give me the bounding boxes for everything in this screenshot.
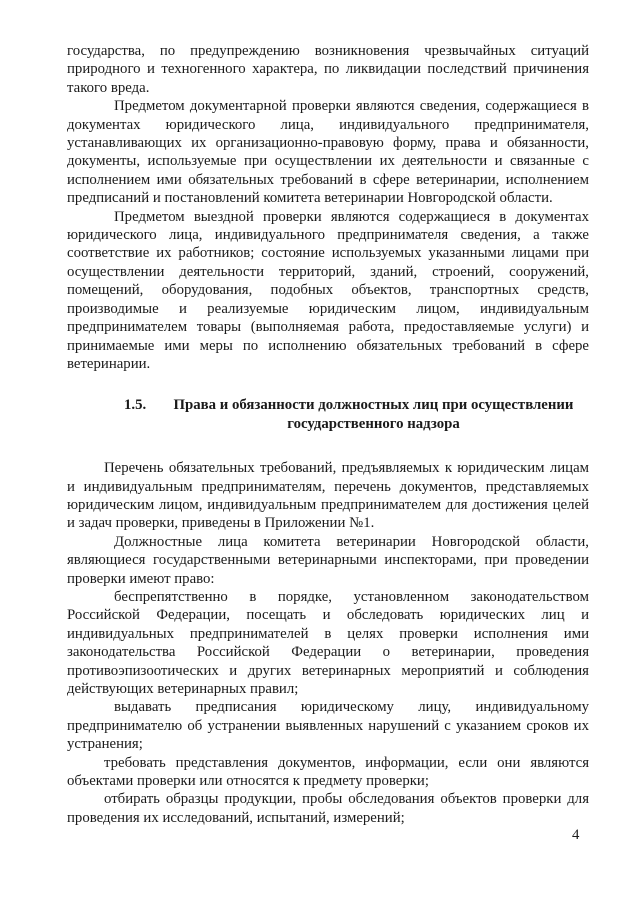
- section-number: 1.5.: [124, 397, 147, 414]
- paragraph-requirements-list: Перечень обязательных требований, предъявляемых к юридическим лицам и индивидуальным предпринимателям, перечень документов, представляемых юридическим лицом, индивидуальным предпринимателем для достижения целей и задач проверки, приведены в Приложении №1.: [67, 460, 589, 532]
- list-item-visit-inspect: беспрепятственно в порядке, установленном законодательством Российской Федерации, посещать и обследовать юридических лиц и индивидуальных предпринимателей в целях проверки исполнения ими законодательства Российской Федерации о ветеринарии, проведения противоэпизоотических и других ветеринарных мероприятий и соблюдения действующих ветеринарных правил;: [67, 588, 589, 697]
- section-title-line-2: государственного надзора: [287, 415, 460, 432]
- section-heading: [67, 396, 589, 433]
- list-item-issue-orders: выдавать предписания юридическому лицу, индивидуальному предпринимателю об устранении выявленных нарушений с указанием сроков их устранения;: [67, 699, 589, 753]
- paragraph-officials-rights: Должностные лица комитета ветеринарии Новгородской области, являющиеся государственными ветеринарными инспекторами, при проведении проверки имеют право:: [67, 533, 589, 587]
- paragraph-documentary-check: Предметом документарной проверки являются сведения, содержащиеся в документах юридического лица, индивидуального предпринимателя, устанавливающих их организационно-правовую форму, права и обязанности, документы, используемые при осуществлении их деятельности и связанные с исполнением ими обязательных требований в сфере ветеринарии, исполнением предписаний и постановлений комитета ветеринарии Новгородской области.: [67, 98, 589, 207]
- page-number: 4: [572, 827, 580, 843]
- document-page: [67, 42, 589, 827]
- section-title-line-1: Права и обязанности должностных лиц при осуществлении: [173, 397, 574, 414]
- list-item-take-samples: отбирать образцы продукции, пробы обследования объектов проверки для проведения их исследований, испытаний, измерений;: [67, 791, 589, 826]
- paragraph-continuation: государства, по предупреждению возникновения чрезвычайных ситуаций природного и техногенного характера, по ликвидации последствий причинения такого вреда.: [67, 43, 589, 96]
- paragraph-field-check: Предметом выездной проверки являются содержащиеся в документах юридического лица, индивидуального предпринимателя сведения, а также соответствие их работников; состояние используемых указанными лицами при осуществлении деятельности территорий, зданий, строений, сооружений, помещений, оборудования, подобных объектов, транспортных средств, производимые и реализуемые юридическим лицом, индивидуальным предпринимателем товары (выполняемая работа, предоставляемые услуги) и принимаемые ими меры по исполнению обязательных требований в сфере ветеринарии.: [67, 208, 589, 372]
- list-item-request-documents: требовать представления документов, информации, если они являются объектами проверки или относятся к предмету проверки;: [67, 754, 589, 790]
- section-title: [166, 396, 589, 433]
